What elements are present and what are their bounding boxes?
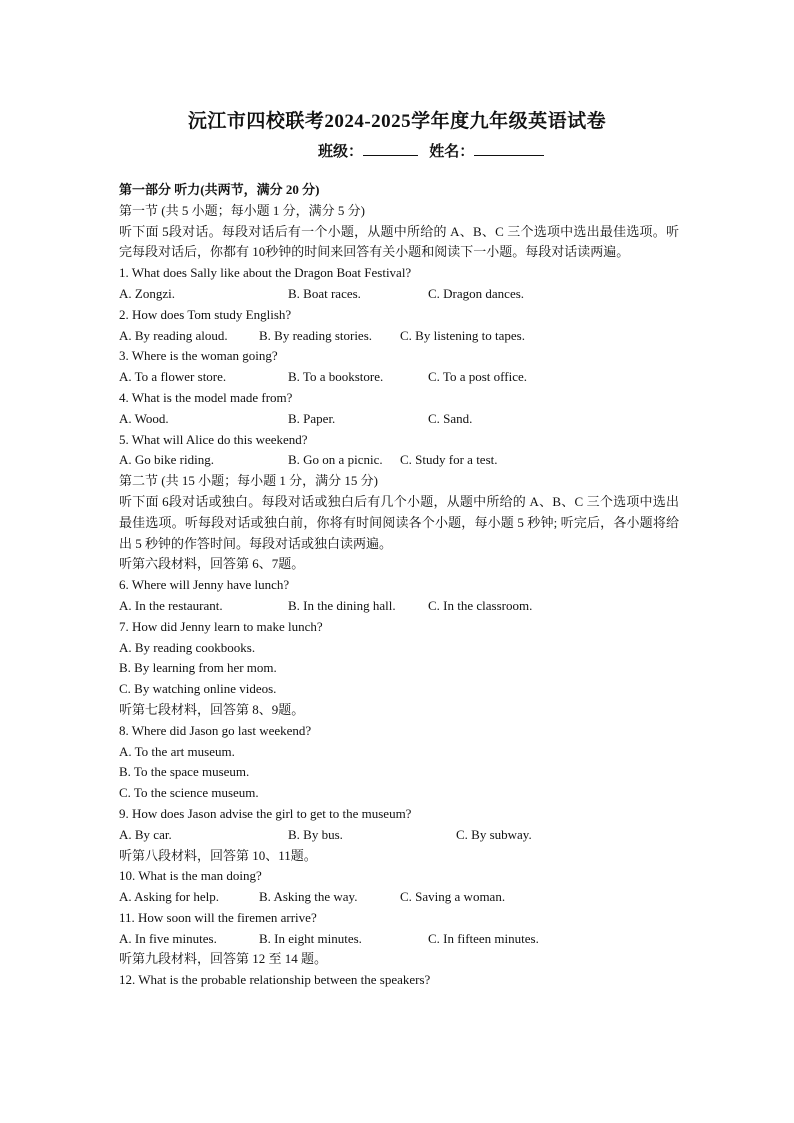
question-3: 3. Where is the woman going? [119,348,278,364]
option-b: B. In the dining hall. [288,597,396,613]
option-a: A. By car. [119,826,172,842]
option-b: B. By reading stories. [259,327,373,343]
class-label: 班级： [318,144,364,160]
exam-content [119,180,679,991]
question-11-options [119,929,679,950]
material-7-heading: 听第七段材料，回答第 8、9题。 [119,701,305,717]
question-9: 9. How does Jason advise the girl to get to the museum? [119,805,412,821]
option-a: A. By reading aloud. [119,327,228,343]
option-a: A. Asking for help. [119,889,220,905]
option-b: B. To a bookstore. [288,369,384,385]
section2-instructions: 听下面 6段对话或独白。每段对话或独白后有几个小题，从题中所给的 A、B、C 三个选项中选出最佳选项。听每段对话或独白前，你将有时间阅读各个小题，每小题 5 秒钟; 听完后，各小题将给出 5 秒钟的作答时间。每段对话或独白读两遍。 [119,493,679,551]
page-title: 沅江市四校联考2024-2025学年度九年级英语试卷 [187,111,607,132]
option-a: A. Zongzi. [119,285,175,301]
material-9-heading: 听第九段材料，回答第 12 至 14 题。 [119,951,328,967]
question-6: 6. Where will Jenny have lunch? [119,577,290,593]
student-info-line [318,140,544,161]
question-10: 10. What is the man doing? [119,868,262,884]
class-blank[interactable] [363,140,418,156]
question-7: 7. How did Jenny learn to make lunch? [119,618,323,634]
name-label: 姓名： [429,144,475,160]
option-c: C. By watching online videos. [119,681,277,697]
question-1: 1. What does Sally like about the Dragon Boat Festival? [119,265,412,281]
option-b: B. To the space museum. [119,764,250,780]
name-blank[interactable] [474,140,544,156]
option-c: C. By listening to tapes. [400,327,525,343]
option-c: C. To a post office. [428,369,527,385]
question-5-options [119,450,679,471]
option-b: B. Boat races. [288,285,361,301]
question-11: 11. How soon will the firemen arrive? [119,909,317,925]
option-b: B. Paper. [288,410,336,426]
option-c: C. To the science museum. [119,785,259,801]
question-1-options [119,284,679,305]
question-4-options [119,409,679,430]
option-a: A. Go bike riding. [119,452,214,468]
option-c: C. By subway. [456,826,532,842]
section1-heading: 第一节 (共 5 小题；每小题 1 分，满分 5 分) [119,202,365,218]
section1-instructions: 听下面 5段对话。每段对话后有一个小题，从题中所给的 A、B、C 三个选项中选出最佳选项。听完每段对话后，你都有 10秒钟的时间来回答有关小题和阅读下一小题。每段对话读两遍。 [119,223,679,260]
question-10-options [119,887,679,908]
option-b: B. In eight minutes. [259,930,362,946]
option-b: B. Go on a picnic. [288,452,383,468]
question-8: 8. Where did Jason go last weekend? [119,722,312,738]
material-6-heading: 听第六段材料，回答第 6、7题。 [119,556,305,572]
question-5: 5. What will Alice do this weekend? [119,431,308,447]
part1-heading: 第一部分 听力(共两节，满分 20 分) [119,182,320,197]
question-9-options [119,825,679,846]
question-6-options [119,596,679,617]
question-4: 4. What is the model made from? [119,389,293,405]
option-c: C. In the classroom. [428,597,533,613]
question-2: 2. How does Tom study English? [119,306,292,322]
question-2-options [119,326,679,347]
option-c: C. Saving a woman. [400,889,506,905]
option-a: A. In the restaurant. [119,597,223,613]
option-a: A. By reading cookbooks. [119,639,256,655]
option-a: A. In five minutes. [119,930,217,946]
option-c: C. Study for a test. [400,452,498,468]
material-8-heading: 听第八段材料，回答第 10、11题。 [119,847,317,863]
option-c: C. Dragon dances. [428,285,525,301]
section2-heading: 第二节 (共 15 小题；每小题 1 分，满分 15 分) [119,473,378,489]
option-b: B. By bus. [288,826,343,842]
question-12: 12. What is the probable relationship between the speakers? [119,972,431,988]
option-c: C. In fifteen minutes. [428,930,539,946]
option-b: B. By learning from her mom. [119,660,277,676]
option-b: B. Asking the way. [259,889,358,905]
option-a: A. Wood. [119,410,169,426]
option-a: A. To the art museum. [119,743,235,759]
option-c: C. Sand. [428,410,473,426]
option-a: A. To a flower store. [119,369,227,385]
question-3-options [119,367,679,388]
